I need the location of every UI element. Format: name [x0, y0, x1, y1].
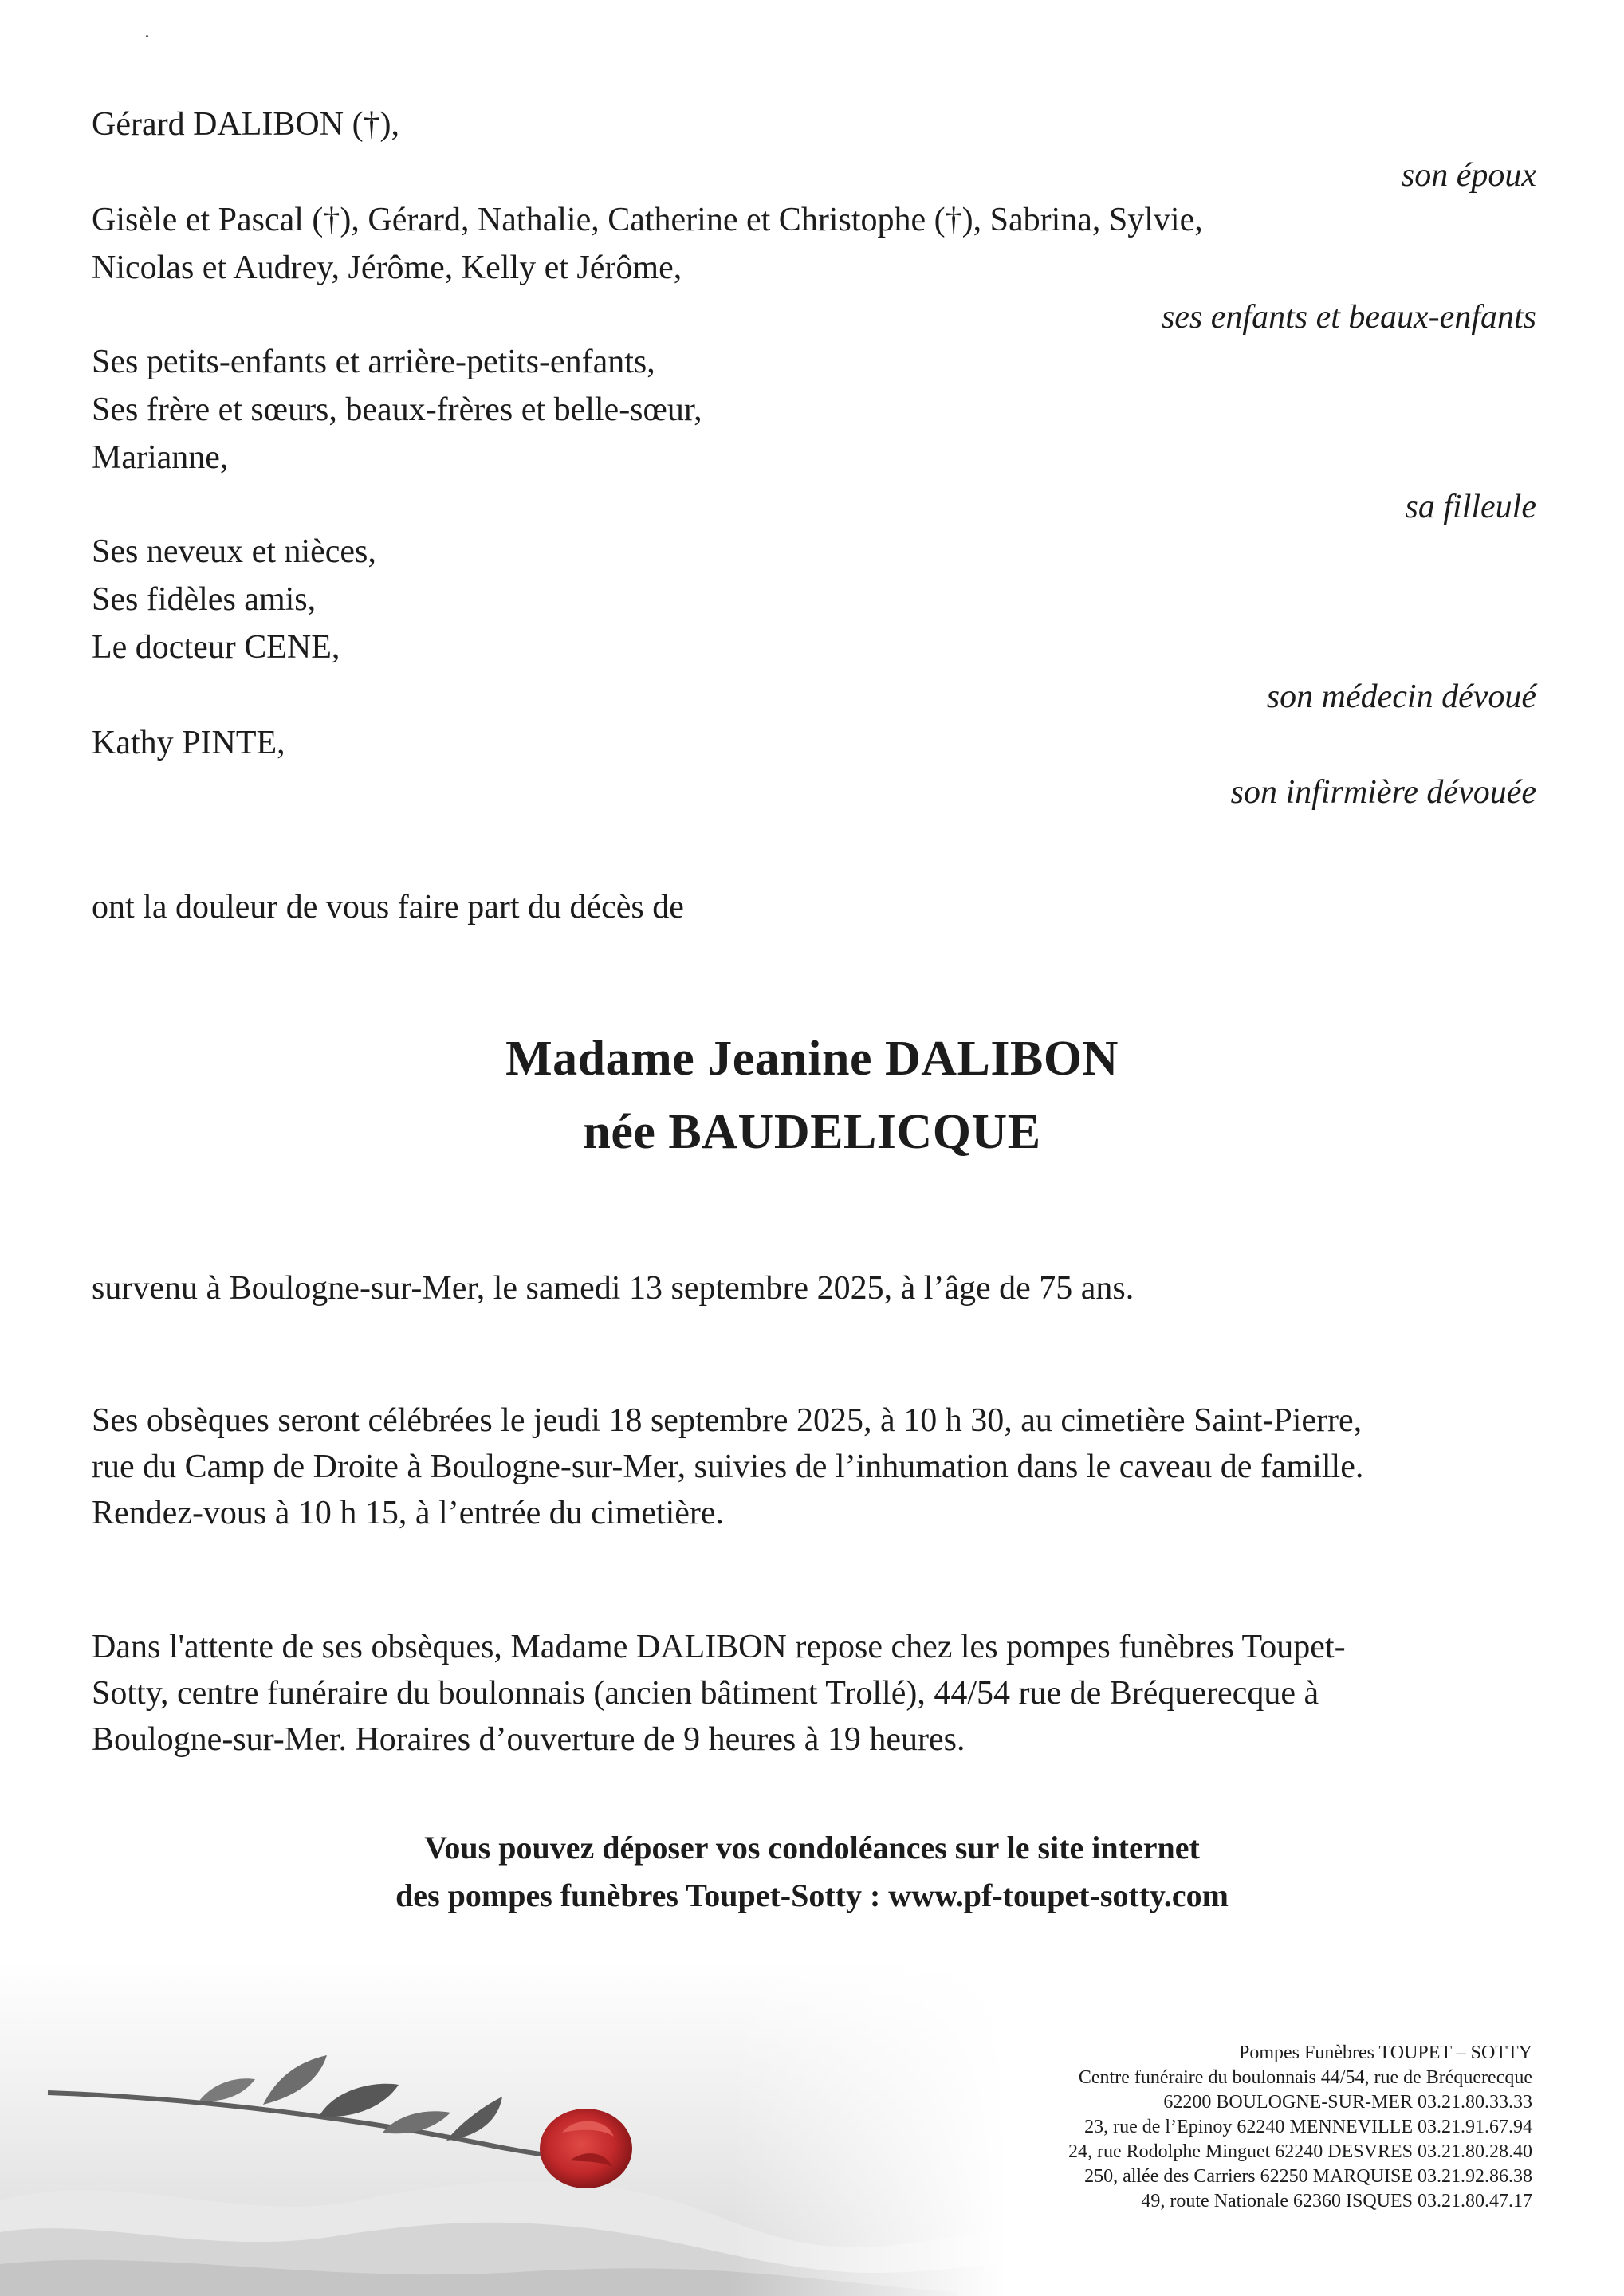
funeral-line-1: Ses obsèques seront célébrées le jeudi 18 septembre 2025, à 10 h 30, au cimetière Saint-Pierre, — [92, 1402, 1363, 1439]
role-filleule: sa filleule — [1405, 489, 1536, 525]
rest-line-1: Dans l'attente de ses obsèques, Madame DALIBON repose chez les pompes funèbres Toupet- — [92, 1629, 1346, 1665]
condolences-line-1: Vous pouvez déposer vos condoléances sur le site internet — [424, 1830, 1200, 1866]
scan-speck — [146, 35, 148, 37]
nephews-line: Ses neveux et nièces, — [92, 533, 376, 570]
funeral-home-line: Centre funéraire du boulonnais 44/54, rue de Bréquerecque — [1078, 2067, 1532, 2088]
funeral-home-line: 62200 BOULOGNE-SUR-MER 03.21.80.33.33 — [1163, 2092, 1532, 2113]
marianne-line: Marianne, — [92, 439, 229, 476]
family-line-gerard: Gérard DALIBON (†), — [92, 106, 400, 143]
funeral-home-line: 24, rue Rodolphe Minguet 62240 DESVRES 03.21.80.28.40 — [1068, 2141, 1532, 2162]
funeral-home-line: 250, allée des Carriers 62250 MARQUISE 03.21.92.86.38 — [1084, 2166, 1532, 2187]
rest-line-3: Boulogne-sur-Mer. Horaires d’ouverture de 9 heures à 19 heures. — [92, 1721, 965, 1758]
funeral-line-2: rue du Camp de Droite à Boulogne-sur-Mer, suivies de l’inhumation dans le caveau de famille. — [92, 1449, 1364, 1485]
funeral-home-line: Pompes Funèbres TOUPET – SOTTY — [1238, 2042, 1532, 2063]
funeral-home-contact — [1068, 2041, 1532, 2214]
role-medecin: son médecin dévoué — [1266, 678, 1536, 715]
condolences-line-2: des pompes funèbres Toupet-Sotty : www.pf-toupet-sotty.com — [395, 1877, 1229, 1913]
role-enfants: ses enfants et beaux-enfants — [1161, 299, 1536, 336]
death-info: survenu à Boulogne-sur-Mer, le samedi 13 septembre 2025, à l’âge de 75 ans. — [92, 1270, 1134, 1307]
friends-line: Ses fidèles amis, — [92, 581, 317, 618]
nurse-line: Kathy PINTE, — [92, 725, 285, 761]
children-line-1: Gisèle et Pascal (†), Gérard, Nathalie, Catherine et Christophe (†), Sabrina, Sylvie, — [92, 202, 1203, 238]
deceased-birth-name: née BAUDELICQUE — [583, 1105, 1041, 1159]
funeral-line-3: Rendez-vous à 10 h 15, à l’entrée du cimetière. — [92, 1495, 725, 1531]
grandchildren-line: Ses petits-enfants et arrière-petits-enfants, — [92, 344, 655, 380]
role-infirmiere: son infirmière dévouée — [1230, 774, 1536, 811]
doctor-line: Le docteur CENE, — [92, 629, 340, 666]
funeral-home-line: 23, rue de l’Epinoy 62240 MENNEVILLE 03.21.91.67.94 — [1084, 2117, 1532, 2137]
children-line-2: Nicolas et Audrey, Jérôme, Kelly et Jérôme, — [92, 250, 682, 286]
funeral-home-line: 49, route Nationale 62360 ISQUES 03.21.80.47.17 — [1141, 2191, 1532, 2211]
role-epoux: son époux — [1401, 157, 1536, 194]
rest-line-2: Sotty, centre funéraire du boulonnais (ancien bâtiment Trollé), 44/54 rue de Bréquerecque à — [92, 1675, 1319, 1712]
deceased-name: Madame Jeanine DALIBON — [505, 1032, 1119, 1086]
announcement-line: ont la douleur de vous faire part du décès de — [92, 889, 684, 926]
siblings-line: Ses frère et sœurs, beaux-frères et belle-sœur, — [92, 391, 702, 428]
